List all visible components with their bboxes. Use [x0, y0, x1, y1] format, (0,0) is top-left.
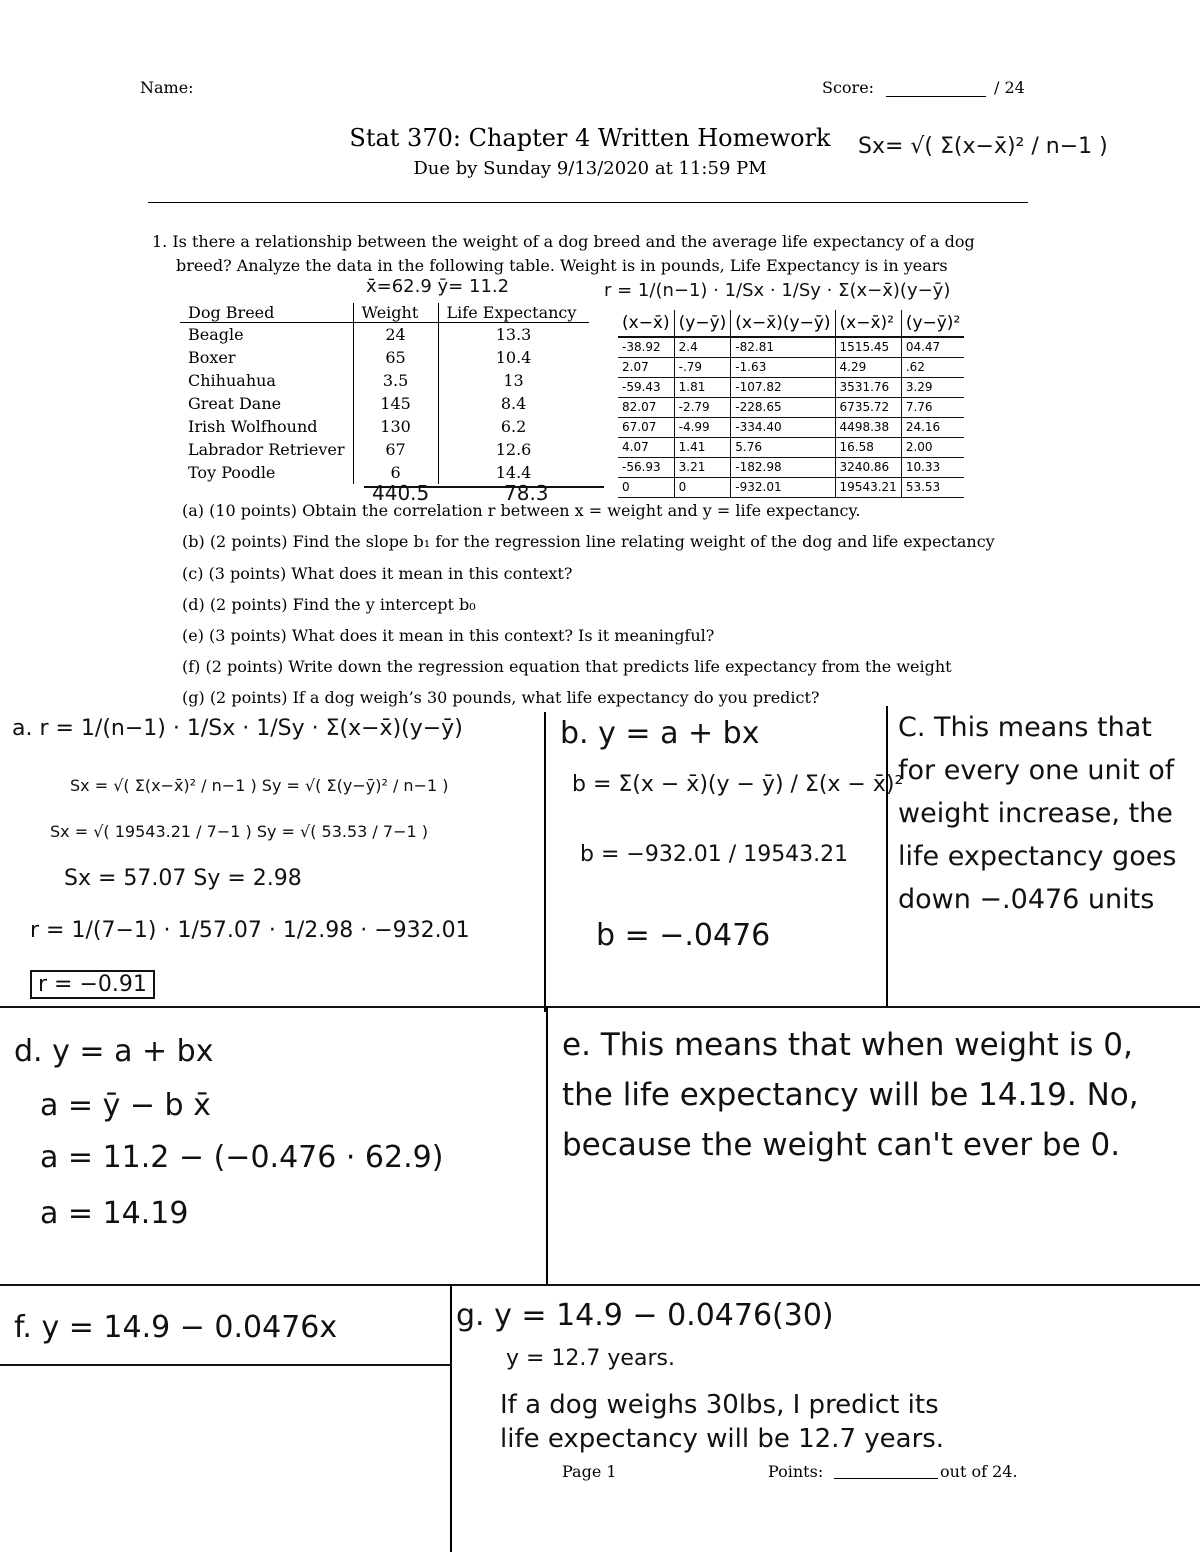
work-cell: 2.07 — [618, 358, 674, 378]
grid-line — [886, 706, 888, 1006]
life-cell: 13.3 — [438, 323, 589, 347]
grid-line — [0, 1006, 1200, 1008]
work-col-header: (x−x̄) — [618, 310, 674, 337]
question-prompt-line2: breed? Analyze the data in the following table. Weight is in pounds, Life Expectancy is in years — [176, 256, 948, 275]
page-title: Stat 370: Chapter 4 Written Homework — [349, 124, 831, 152]
answer-b-line1: b. y = a + bx — [560, 716, 760, 751]
work-cell: -38.92 — [618, 337, 674, 358]
work-cell: 3531.76 — [835, 378, 901, 398]
work-cell: .62 — [901, 358, 964, 378]
answer-b-line2: b = Σ(x − x̄)(y − ȳ) / Σ(x − x̄)² — [572, 772, 904, 797]
work-cell: 04.47 — [901, 337, 964, 358]
work-cell: -1.63 — [731, 358, 835, 378]
work-table-row — [618, 458, 964, 478]
page-number: Page 1 — [562, 1462, 617, 1481]
life-cell: 10.4 — [438, 346, 589, 369]
work-table-row — [618, 438, 964, 458]
col-header-breed: Dog Breed — [180, 303, 353, 323]
answer-f-text: f. y = 14.9 − 0.0476x — [14, 1310, 338, 1345]
table-row — [180, 346, 589, 369]
answer-g-line1: g. y = 14.9 − 0.0476(30) — [456, 1298, 834, 1333]
means-note: x̄=62.9 ȳ= 11.2 — [366, 276, 510, 297]
weight-cell: 3.5 — [353, 369, 438, 392]
work-cell: 1.41 — [674, 438, 731, 458]
breed-cell: Great Dane — [188, 394, 282, 413]
work-col-header: (x−x̄)² — [835, 310, 901, 337]
breed-cell: Toy Poodle — [188, 463, 276, 482]
work-cell: -82.81 — [731, 337, 835, 358]
part-d-prompt: (d) (2 points) Find the y intercept b₀ — [182, 595, 476, 614]
sum-weight: 440.5 — [372, 481, 430, 505]
answer-g-line3: If a dog weighs 30lbs, I predict its — [500, 1390, 939, 1420]
answer-a-line4: Sx = 57.07 Sy = 2.98 — [64, 866, 302, 891]
work-cell: 7.76 — [901, 398, 964, 418]
work-cell: 19543.21 — [835, 478, 901, 498]
work-cell: -107.82 — [731, 378, 835, 398]
work-cell: 3.29 — [901, 378, 964, 398]
work-cell: -2.79 — [674, 398, 731, 418]
work-cell: 4.29 — [835, 358, 901, 378]
answer-b-line4: b = −.0476 — [596, 918, 771, 953]
weight-cell: 65 — [353, 346, 438, 369]
score-label: Score: — [822, 78, 875, 97]
work-cell: -.79 — [674, 358, 731, 378]
work-col-header: (x−x̄)(y−ȳ) — [731, 310, 835, 337]
question-prompt-line1: 1. Is there a relationship between the weight of a dog breed and the average life expectancy of a dog — [152, 232, 975, 251]
part-g-prompt: (g) (2 points) If a dog weigh’s 30 pounds, what life expectancy do you predict? — [182, 688, 820, 707]
answer-a-result: r = −0.91 — [30, 970, 155, 999]
work-cell: 24.16 — [901, 418, 964, 438]
answer-d-line2: a = ȳ − b x̄ — [40, 1088, 211, 1123]
work-cell: 0 — [618, 478, 674, 498]
answer-d-line4: a = 14.19 — [40, 1196, 189, 1231]
work-cell: -932.01 — [731, 478, 835, 498]
score-total: / 24 — [994, 78, 1025, 97]
answer-e-text: e. This means that when weight is 0, the life expectancy will be 14.19. No, because the weight can't ever be 0. — [562, 1027, 1139, 1163]
work-cell: -334.40 — [731, 418, 835, 438]
answer-c-text: C. This means that for every one unit of weight increase, the life expectancy goes down −.0476 units — [898, 712, 1177, 915]
r-formula-note: r = 1/(n−1) · 1/Sx · 1/Sy · Σ(x−x̄)(y−ȳ) — [604, 280, 951, 301]
work-cell: 1.81 — [674, 378, 731, 398]
points-label: Points: — [768, 1462, 824, 1481]
work-col-header: (y−ȳ) — [674, 310, 731, 337]
life-cell: 6.2 — [438, 415, 589, 438]
weight-cell: 145 — [353, 392, 438, 415]
answer-d-line1: d. y = a + bx — [14, 1034, 214, 1069]
work-cell: 3240.86 — [835, 458, 901, 478]
work-cell: 0 — [674, 478, 731, 498]
work-table — [618, 310, 964, 498]
work-table-row — [618, 478, 964, 498]
table-row — [180, 392, 589, 415]
breed-cell: Labrador Retriever — [188, 440, 345, 459]
work-cell: -59.43 — [618, 378, 674, 398]
table-row — [180, 415, 589, 438]
work-cell: -56.93 — [618, 458, 674, 478]
life-cell: 8.4 — [438, 392, 589, 415]
work-cell: 1515.45 — [835, 337, 901, 358]
work-cell: 16.58 — [835, 438, 901, 458]
weight-cell: 24 — [353, 323, 438, 347]
answer-a-line1: a. r = 1/(n−1) · 1/Sx · 1/Sy · Σ(x−x̄)(y−ȳ) — [12, 716, 463, 741]
score-blank — [886, 96, 986, 97]
sum-life: 78.3 — [504, 481, 549, 505]
work-cell: 10.33 — [901, 458, 964, 478]
points-total: out of 24. — [940, 1462, 1018, 1481]
col-header-life: Life Expectancy — [438, 303, 589, 323]
due-date: Due by Sunday 9/13/2020 at 11:59 PM — [413, 158, 767, 179]
dog-data-table — [180, 303, 589, 484]
work-cell: -228.65 — [731, 398, 835, 418]
part-a-prompt: (a) (10 points) Obtain the correlation r between x = weight and y = life expectancy. — [182, 501, 861, 520]
breed-cell: Beagle — [188, 325, 244, 344]
points-blank — [834, 1478, 938, 1479]
table-row — [180, 438, 589, 461]
work-cell: 4.07 — [618, 438, 674, 458]
part-e-prompt: (e) (3 points) What does it mean in this context? Is it meaningful? — [182, 626, 715, 645]
part-b-prompt: (b) (2 points) Find the slope b₁ for the regression line relating weight of the dog and life expectancy — [182, 532, 995, 551]
answer-a-line5: r = 1/(7−1) · 1/57.07 · 1/2.98 · −932.01 — [30, 918, 470, 943]
col-header-weight: Weight — [353, 303, 438, 323]
header-divider — [148, 202, 1028, 203]
grid-line — [546, 1006, 548, 1286]
grid-line — [0, 1364, 452, 1366]
table-row — [180, 323, 589, 347]
answer-a-line2: Sx = √( Σ(x−x̄)² / n−1 ) Sy = √( Σ(y−ȳ)² / n−1 ) — [70, 776, 449, 795]
grid-line — [0, 1284, 1200, 1286]
work-cell: 6735.72 — [835, 398, 901, 418]
work-cell: 2.4 — [674, 337, 731, 358]
answer-g-line2: y = 12.7 years. — [506, 1346, 675, 1371]
work-table-row — [618, 378, 964, 398]
life-cell: 13 — [438, 369, 589, 392]
answer-b-line3: b = −932.01 / 19543.21 — [580, 842, 849, 867]
grid-line — [544, 712, 546, 1012]
life-cell: 12.6 — [438, 438, 589, 461]
sx-formula-note: Sx= √( Σ(x−x̄)² / n−1 ) — [858, 134, 1108, 159]
work-cell: 53.53 — [901, 478, 964, 498]
answer-d-line3: a = 11.2 − (−0.476 · 62.9) — [40, 1140, 444, 1175]
work-table-row — [618, 418, 964, 438]
work-cell: -182.98 — [731, 458, 835, 478]
work-cell: 2.00 — [901, 438, 964, 458]
answer-g-line4: life expectancy will be 12.7 years. — [500, 1424, 945, 1454]
breed-cell: Irish Wolfhound — [188, 417, 318, 436]
work-table-header — [618, 310, 964, 337]
work-table-row — [618, 358, 964, 378]
work-cell: 4498.38 — [835, 418, 901, 438]
part-f-prompt: (f) (2 points) Write down the regression equation that predicts life expectancy from the weight — [182, 657, 952, 676]
name-label: Name: — [140, 78, 194, 97]
work-cell: 67.07 — [618, 418, 674, 438]
work-table-row — [618, 398, 964, 418]
breed-cell: Chihuahua — [188, 371, 276, 390]
breed-cell: Boxer — [188, 348, 236, 367]
part-c-prompt: (c) (3 points) What does it mean in this context? — [182, 564, 573, 583]
work-cell: -4.99 — [674, 418, 731, 438]
table-row — [180, 369, 589, 392]
life-cell: 14.4 — [438, 461, 589, 484]
grid-line — [450, 1284, 452, 1552]
work-cell: 5.76 — [731, 438, 835, 458]
work-cell: 3.21 — [674, 458, 731, 478]
answer-a-line3: Sx = √( 19543.21 / 7−1 ) Sy = √( 53.53 / 7−1 ) — [50, 822, 428, 841]
work-table-row — [618, 337, 964, 358]
weight-cell: 130 — [353, 415, 438, 438]
weight-cell: 67 — [353, 438, 438, 461]
work-cell: 82.07 — [618, 398, 674, 418]
work-col-header: (y−ȳ)² — [901, 310, 964, 337]
weight-cell: 6 — [353, 461, 438, 484]
